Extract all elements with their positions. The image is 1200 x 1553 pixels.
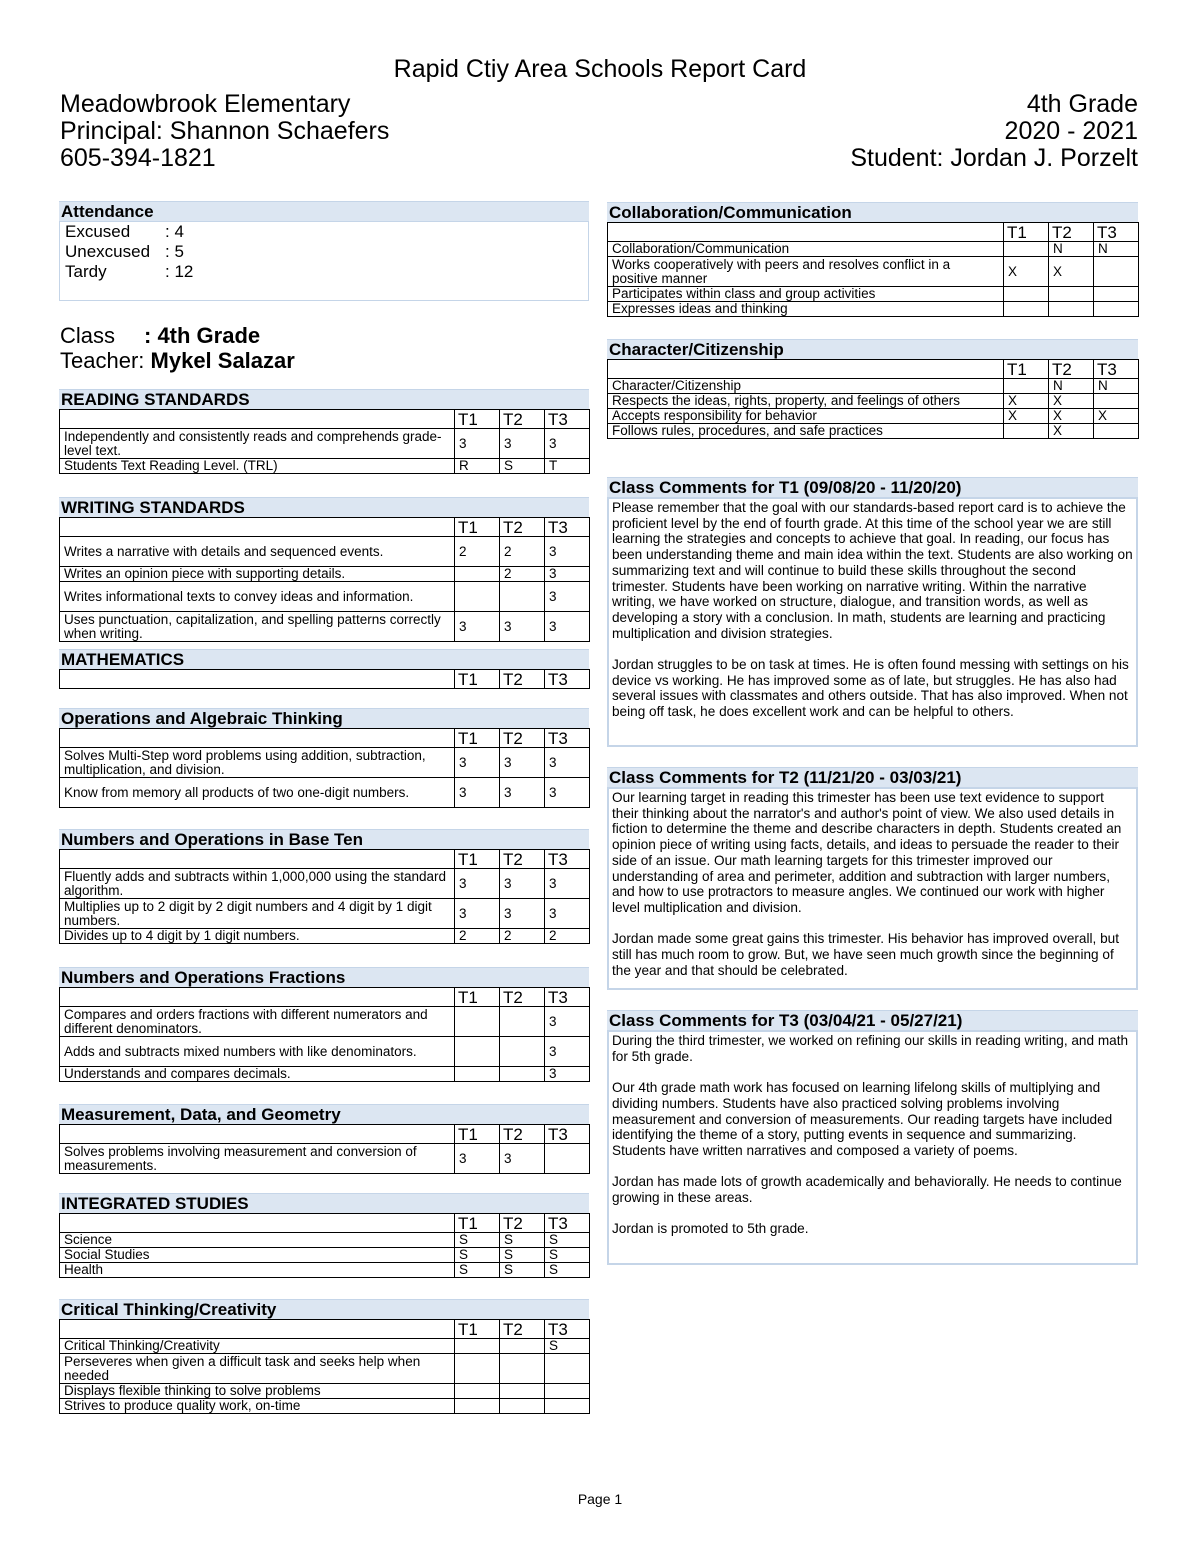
- term-3-score: T3: [1094, 223, 1139, 242]
- standard-description: [60, 729, 455, 748]
- term-2-score: [500, 1354, 545, 1384]
- term-3-score: N: [1094, 379, 1139, 394]
- comment-paragraph: Our learning target in reading this trimester has been use text evidence to support their thinking about the narrator's and author's point of view. We also used details in fiction to determine the theme and describe characters in depth. Students created an opinion piece of writing using facts, details, and ideas to persuade the reader to their side of an issue. Our math learning targets for this trimester improved our understanding of area and perimeter, addition and subtraction with larger numbers, and how to use protractors to measure angles. We continued our work with higher level multiplication and division.: [612, 790, 1122, 915]
- table-row: [608, 409, 1139, 424]
- table-row: [60, 929, 590, 944]
- standards-table: [59, 849, 590, 944]
- standard-description: Fluently adds and subtracts within 1,000,000 using the standard algorithm.: [60, 869, 455, 899]
- term-3-score: 3: [545, 537, 590, 567]
- term-header-row: [60, 670, 590, 689]
- table-row: [608, 302, 1139, 317]
- term-3-score: T3: [545, 850, 590, 869]
- standard-description: Independently and consistently reads and comprehends grade-level text.: [60, 429, 455, 459]
- standard-description: [608, 223, 1004, 242]
- comment-paragraph: Jordan has made lots of growth academically and behaviorally. He needs to continue growing in these areas.: [612, 1174, 1122, 1205]
- teacher-line: [60, 348, 295, 374]
- term-1-score: T1: [1004, 223, 1049, 242]
- term-1-score: S: [455, 1233, 500, 1248]
- term-2-score: S: [500, 1248, 545, 1263]
- term-2-score: T2: [500, 988, 545, 1007]
- school-phone: 605-394-1821: [60, 144, 216, 172]
- term-header-row: [60, 850, 590, 869]
- term-1-score: T1: [455, 729, 500, 748]
- table-row: [608, 257, 1139, 287]
- standard-description: Know from memory all products of two one-digit numbers.: [60, 778, 455, 808]
- term-2-score: [500, 1384, 545, 1399]
- term-3-score: T3: [1094, 360, 1139, 379]
- attendance-value: 4: [174, 222, 184, 241]
- section-title: Operations and Algebraic Thinking: [61, 709, 343, 728]
- standard-description: Accepts responsibility for behavior: [608, 409, 1004, 424]
- term-2-score: 3: [500, 1144, 545, 1174]
- standard-description: [60, 1125, 455, 1144]
- standard-description: [60, 518, 455, 537]
- term-header-row: [60, 1125, 590, 1144]
- term-3-score: 3: [545, 429, 590, 459]
- term-3-score: [545, 1354, 590, 1384]
- term-1-score: S: [455, 1263, 500, 1278]
- teacher-label: Teacher:: [60, 348, 145, 373]
- term-header-row: [608, 360, 1139, 379]
- section-title: Numbers and Operations Fractions: [61, 968, 346, 987]
- term-3-score: S: [545, 1248, 590, 1263]
- standard-description: Divides up to 4 digit by 1 digit numbers.: [60, 929, 455, 944]
- standards-table: [59, 1319, 590, 1414]
- term-2-score: N: [1049, 379, 1094, 394]
- standard-description: Respects the ideas, rights, property, and feelings of others: [608, 394, 1004, 409]
- term-3-score: T3: [545, 1320, 590, 1339]
- comments-t2-body: [607, 787, 1138, 990]
- term-2-score: S: [500, 459, 545, 474]
- standard-description: Uses punctuation, capitalization, and spelling patterns correctly when writing.: [60, 612, 455, 642]
- attendance-row: [65, 262, 193, 282]
- comments-t1-body: [607, 497, 1138, 747]
- term-3-score: 3: [545, 612, 590, 642]
- standard-description: Writes an opinion piece with supporting details.: [60, 567, 455, 582]
- standard-description: Social Studies: [60, 1248, 455, 1263]
- table-row: [60, 1354, 590, 1384]
- section-title: MATHEMATICS: [61, 650, 185, 669]
- standard-description: Displays flexible thinking to solve problems: [60, 1384, 455, 1399]
- comments-t3-title: Class Comments for T3 (03/04/21 - 05/27/21): [609, 1011, 963, 1030]
- comment-paragraph: During the third trimester, we worked on refining our skills in reading writing, and math for 5th grade.: [612, 1033, 1129, 1064]
- term-2-score: [500, 1399, 545, 1414]
- attendance-label: Tardy: [65, 262, 107, 281]
- standard-description: Works cooperatively with peers and resolves conflict in a positive manner: [608, 257, 1004, 287]
- term-2-score: 2: [500, 929, 545, 944]
- table-row: [60, 582, 590, 612]
- term-1-score: R: [455, 459, 500, 474]
- term-1-score: [455, 1037, 500, 1067]
- class-value: : 4th Grade: [144, 323, 261, 348]
- attendance-row: [65, 222, 184, 242]
- standard-description: [608, 360, 1004, 379]
- term-2-score: X: [1049, 257, 1094, 287]
- term-2-score: 3: [500, 612, 545, 642]
- section-title: Numbers and Operations in Base Ten: [61, 830, 363, 849]
- standard-description: Writes informational texts to convey ideas and information.: [60, 582, 455, 612]
- standard-description: Collaboration/Communication: [608, 242, 1004, 257]
- term-3-score: [1094, 424, 1139, 439]
- standard-description: [60, 410, 455, 429]
- standard-description: Understands and compares decimals.: [60, 1067, 455, 1082]
- standards-table: [59, 1124, 590, 1174]
- standard-description: Character/Citizenship: [608, 379, 1004, 394]
- term-3-score: T3: [545, 729, 590, 748]
- term-2-score: [500, 582, 545, 612]
- table-row: [60, 1067, 590, 1082]
- term-2-score: [500, 1339, 545, 1354]
- term-1-score: [1004, 424, 1049, 439]
- standards-table: [59, 987, 590, 1082]
- term-3-score: T3: [545, 410, 590, 429]
- table-row: [608, 379, 1139, 394]
- class-line: [60, 323, 260, 349]
- term-2-score: X: [1049, 394, 1094, 409]
- term-1-score: T1: [1004, 360, 1049, 379]
- term-3-score: 3: [545, 1037, 590, 1067]
- attendance-value: 5: [174, 242, 184, 261]
- term-1-score: T1: [455, 1214, 500, 1233]
- table-row: [60, 1144, 590, 1174]
- table-row: [60, 537, 590, 567]
- term-1-score: [1004, 302, 1049, 317]
- table-row: [608, 424, 1139, 439]
- comments-t1-section: [607, 477, 1138, 747]
- standards-table: [607, 222, 1139, 317]
- section-title: WRITING STANDARDS: [61, 498, 245, 517]
- term-2-score: 3: [500, 748, 545, 778]
- standard-description: [60, 988, 455, 1007]
- term-2-score: T2: [500, 1214, 545, 1233]
- term-2-score: T2: [500, 729, 545, 748]
- section-title: Collaboration/Communication: [609, 203, 852, 222]
- term-2-score: T2: [500, 410, 545, 429]
- comments-t3-body: [607, 1030, 1138, 1265]
- term-1-score: 2: [455, 929, 500, 944]
- term-1-score: X: [1004, 257, 1049, 287]
- section-title: INTEGRATED STUDIES: [61, 1194, 249, 1213]
- term-2-score: 2: [500, 537, 545, 567]
- attendance-row: [65, 242, 184, 262]
- standard-description: Expresses ideas and thinking: [608, 302, 1004, 317]
- term-1-score: T1: [455, 518, 500, 537]
- term-2-score: [500, 1037, 545, 1067]
- term-2-score: 3: [500, 429, 545, 459]
- term-3-score: T3: [545, 988, 590, 1007]
- term-1-score: X: [1004, 409, 1049, 424]
- section-title: READING STANDARDS: [61, 390, 250, 409]
- term-header-row: [60, 1214, 590, 1233]
- teacher-name: Mykel Salazar: [150, 348, 295, 373]
- table-row: [60, 778, 590, 808]
- section-title: Measurement, Data, and Geometry: [61, 1105, 341, 1124]
- term-2-score: 3: [500, 899, 545, 929]
- comments-t1-title: Class Comments for T1 (09/08/20 - 11/20/20): [609, 478, 962, 497]
- standard-description: Science: [60, 1233, 455, 1248]
- table-row: [60, 459, 590, 474]
- table-row: [60, 429, 590, 459]
- term-1-score: 3: [455, 778, 500, 808]
- table-row: [60, 1399, 590, 1414]
- class-label: Class: [60, 323, 116, 348]
- term-3-score: [1094, 257, 1139, 287]
- report-card-title: Rapid Ctiy Area Schools Report Card: [393, 55, 807, 83]
- term-2-score: T2: [500, 670, 545, 689]
- standard-description: [60, 850, 455, 869]
- standard-description: [60, 1320, 455, 1339]
- term-1-score: [455, 567, 500, 582]
- table-row: [60, 899, 590, 929]
- term-2-score: [500, 1067, 545, 1082]
- term-2-score: T2: [500, 1320, 545, 1339]
- table-row: [60, 1339, 590, 1354]
- standard-description: Follows rules, procedures, and safe practices: [608, 424, 1004, 439]
- term-1-score: T1: [455, 1125, 500, 1144]
- term-3-score: 3: [545, 1067, 590, 1082]
- attendance-label: Excused: [65, 222, 131, 241]
- grade-level: 4th Grade: [1026, 90, 1138, 118]
- term-1-score: X: [1004, 394, 1049, 409]
- comment-paragraph: Jordan is promoted to 5th grade.: [612, 1221, 809, 1237]
- comments-t2-section: [607, 767, 1138, 990]
- term-1-score: 3: [455, 429, 500, 459]
- term-1-score: 3: [455, 869, 500, 899]
- standards-table: [607, 359, 1139, 439]
- term-3-score: [545, 1384, 590, 1399]
- term-1-score: 3: [455, 612, 500, 642]
- standard-description: Participates within class and group activities: [608, 287, 1004, 302]
- standard-description: Health: [60, 1263, 455, 1278]
- term-2-score: [1049, 302, 1094, 317]
- table-row: [60, 869, 590, 899]
- term-1-score: [455, 1399, 500, 1414]
- term-3-score: [1094, 287, 1139, 302]
- table-row: [60, 1384, 590, 1399]
- term-2-score: 2: [500, 567, 545, 582]
- term-3-score: [1094, 302, 1139, 317]
- term-3-score: [545, 1144, 590, 1174]
- attendance-title: Attendance: [61, 202, 154, 221]
- standard-description: Multiplies up to 2 digit by 2 digit numbers and 4 digit by 1 digit numbers.: [60, 899, 455, 929]
- term-1-score: S: [455, 1248, 500, 1263]
- term-3-score: T3: [545, 670, 590, 689]
- comment-paragraph: Jordan made some great gains this trimester. His behavior has improved overall, but still has much room to grow. But, we have seen much growth since the beginning of the year and that should be celebrated.: [612, 931, 1119, 978]
- standard-description: Critical Thinking/Creativity: [60, 1339, 455, 1354]
- term-1-score: [455, 1339, 500, 1354]
- term-1-score: 2: [455, 537, 500, 567]
- term-1-score: T1: [455, 670, 500, 689]
- term-2-score: T2: [1049, 223, 1094, 242]
- term-header-row: [60, 518, 590, 537]
- attendance-label: Unexcused: [65, 242, 151, 261]
- term-1-score: [455, 1007, 500, 1037]
- term-3-score: [545, 1399, 590, 1414]
- term-2-score: T2: [1049, 360, 1094, 379]
- table-row: [60, 1233, 590, 1248]
- term-3-score: 2: [545, 929, 590, 944]
- comments-t2-title: Class Comments for T2 (11/21/20 - 03/03/21): [609, 768, 962, 787]
- term-2-score: S: [500, 1233, 545, 1248]
- standard-description: Compares and orders fractions with different numerators and different denominators.: [60, 1007, 455, 1037]
- term-header-row: [60, 1320, 590, 1339]
- standards-table: [59, 409, 590, 474]
- term-3-score: T3: [545, 1125, 590, 1144]
- term-3-score: 3: [545, 1007, 590, 1037]
- attendance-value: 12: [174, 262, 194, 281]
- term-1-score: [455, 582, 500, 612]
- term-3-score: 3: [545, 899, 590, 929]
- comments-t3-section: [607, 1010, 1138, 1265]
- term-1-score: T1: [455, 850, 500, 869]
- table-row: [60, 1037, 590, 1067]
- term-3-score: [1094, 394, 1139, 409]
- term-1-score: [455, 1067, 500, 1082]
- term-2-score: X: [1049, 424, 1094, 439]
- standard-description: Strives to produce quality work, on-time: [60, 1399, 455, 1414]
- term-1-score: 3: [455, 899, 500, 929]
- attendance-section: [59, 201, 589, 301]
- standard-description: Writes a narrative with details and sequenced events.: [60, 537, 455, 567]
- term-1-score: [1004, 379, 1049, 394]
- term-header-row: [60, 729, 590, 748]
- term-3-score: T: [545, 459, 590, 474]
- school-year: 2020 - 2021: [1004, 117, 1138, 145]
- term-2-score: X: [1049, 409, 1094, 424]
- standards-table: [59, 1213, 590, 1278]
- standard-description: Adds and subtracts mixed numbers with like denominators.: [60, 1037, 455, 1067]
- table-row: [60, 1263, 590, 1278]
- standards-table: [59, 669, 590, 689]
- term-3-score: T3: [545, 1214, 590, 1233]
- term-1-score: [1004, 287, 1049, 302]
- term-header-row: [60, 410, 590, 429]
- term-1-score: T1: [455, 1320, 500, 1339]
- term-1-score: [455, 1354, 500, 1384]
- principal-name: Principal: Shannon Schaefers: [60, 117, 390, 145]
- term-1-score: T1: [455, 988, 500, 1007]
- term-2-score: T2: [500, 850, 545, 869]
- section-title: Critical Thinking/Creativity: [61, 1300, 277, 1319]
- comment-paragraph: Please remember that the goal with our standards-based report card is to achieve the proficient level by the end of fourth grade. At this time of the school year we are still learning the strategies and concepts to achieve that goal. In reading, our focus has been understanding theme and main idea within the text. Students are also working on summarizing text and will continue to build these skills throughout the second trimester. Students have been working on narrative writing. Within the narrative writing, we have worked on structure, dialogue, and transition words, as well as developing a story with a conclusion. In math, students are learning and practicing multiplication and division strategies.: [612, 500, 1133, 641]
- term-2-score: [500, 1007, 545, 1037]
- term-1-score: [1004, 242, 1049, 257]
- table-row: [608, 287, 1139, 302]
- term-1-score: T1: [455, 410, 500, 429]
- term-3-score: 3: [545, 567, 590, 582]
- term-1-score: 3: [455, 748, 500, 778]
- standard-description: Solves Multi-Step word problems using addition, subtraction, multiplication, and division.: [60, 748, 455, 778]
- table-row: [60, 567, 590, 582]
- table-row: [60, 1007, 590, 1037]
- term-1-score: 3: [455, 1144, 500, 1174]
- standard-description: Solves problems involving measurement and conversion of measurements.: [60, 1144, 455, 1174]
- section-title: Character/Citizenship: [609, 340, 784, 359]
- table-row: [60, 612, 590, 642]
- table-row: [608, 242, 1139, 257]
- table-row: [60, 1248, 590, 1263]
- term-3-score: S: [545, 1233, 590, 1248]
- term-header-row: [608, 223, 1139, 242]
- student-name: Student: Jordan J. Porzelt: [850, 144, 1138, 172]
- standard-description: Perseveres when given a difficult task and seeks help when needed: [60, 1354, 455, 1384]
- attendance-sep: :: [165, 222, 170, 241]
- term-header-row: [60, 988, 590, 1007]
- standard-description: [60, 1214, 455, 1233]
- comment-paragraph: Our 4th grade math work has focused on learning lifelong skills of multiplying and dividing numbers. Students have also practiced solving problems involving measurement and conversion of measurements. Our reading targets have included identifying the theme of a story, putting events in sequence and summarizing. Students have written narratives and composed a variety of poems.: [612, 1080, 1113, 1158]
- standard-description: [60, 670, 455, 689]
- page-number: Page 1: [577, 1491, 623, 1507]
- attendance-sep: :: [165, 262, 170, 281]
- term-2-score: S: [500, 1263, 545, 1278]
- comment-paragraph: Jordan struggles to be on task at times. He is often found messing with settings on his device vs working. He has improved some as of late, but struggles. He has also had several issues with classmates and others outside. That has also improved. When not being off task, he does excellent work and can be helpful to others.: [612, 657, 1129, 720]
- term-2-score: [1049, 287, 1094, 302]
- term-3-score: N: [1094, 242, 1139, 257]
- term-1-score: [455, 1384, 500, 1399]
- term-2-score: 3: [500, 778, 545, 808]
- term-3-score: S: [545, 1339, 590, 1354]
- standard-description: Students Text Reading Level. (TRL): [60, 459, 455, 474]
- school-name: Meadowbrook Elementary: [60, 90, 351, 118]
- term-3-score: X: [1094, 409, 1139, 424]
- term-3-score: T3: [545, 518, 590, 537]
- term-2-score: T2: [500, 518, 545, 537]
- table-row: [60, 748, 590, 778]
- table-row: [608, 394, 1139, 409]
- standards-table: [59, 728, 590, 808]
- term-3-score: 3: [545, 869, 590, 899]
- attendance-sep: :: [165, 242, 170, 261]
- term-3-score: 3: [545, 748, 590, 778]
- term-2-score: T2: [500, 1125, 545, 1144]
- term-2-score: 3: [500, 869, 545, 899]
- term-3-score: S: [545, 1263, 590, 1278]
- term-2-score: N: [1049, 242, 1094, 257]
- term-3-score: 3: [545, 778, 590, 808]
- term-3-score: 3: [545, 582, 590, 612]
- standards-table: [59, 517, 590, 642]
